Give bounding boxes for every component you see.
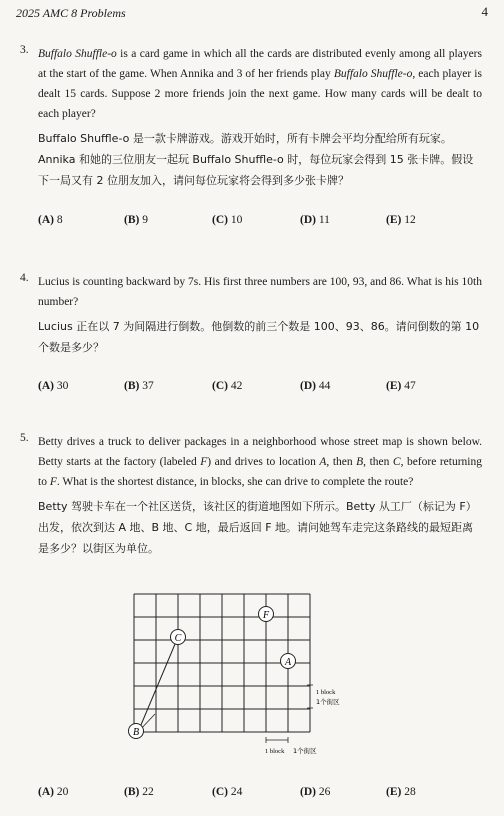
problem-number: 3. — [20, 44, 29, 56]
problem-text-chinese: Lucius 正在以 7 为间隔进行倒数。他倒数的前三个数是 100、93、86。请问倒数的第 10 个数是多少？ — [38, 320, 480, 354]
point-f — [259, 607, 274, 622]
horizontal-scale-label-cn: 1个街区 — [293, 747, 317, 755]
page-number: 4 — [481, 4, 488, 19]
choice-e[interactable]: (E) 12 — [386, 214, 416, 226]
problem-3 — [20, 44, 482, 191]
choice-b[interactable]: (B) 22 — [124, 786, 154, 798]
svg-text:F: F — [262, 610, 270, 621]
svg-text:C: C — [174, 633, 182, 644]
problem-text-english: Lucius is counting backward by 7s. His first three numbers are 100, 93, and 86. What is his 10th number? — [38, 276, 482, 308]
problem-number: 4. — [20, 272, 29, 284]
problem-5 — [20, 432, 482, 559]
choice-e[interactable]: (E) 28 — [386, 786, 416, 798]
choice-d[interactable]: (D) 26 — [300, 786, 331, 798]
choice-e[interactable]: (E) 47 — [386, 380, 416, 392]
problem-text-english: Buffalo Shuffle-o is a card game in which all the cards are distributed evenly among all players at the start of the game. When Annika and 3 of her friends play Buffalo Shuffle-o, each player is dealt 15 cards. Suppose 2 more friends join the next game. How many cards will be dealt to each player? — [38, 48, 482, 120]
choice-a[interactable]: (A) 8 — [38, 214, 63, 226]
street-map-figure — [118, 590, 368, 760]
svg-text:B: B — [132, 727, 140, 738]
svg-text:A: A — [284, 657, 292, 668]
choice-b[interactable]: (B) 9 — [124, 214, 148, 226]
choice-c[interactable]: (C) 24 — [212, 786, 243, 798]
choice-c[interactable]: (C) 42 — [212, 380, 243, 392]
vertical-scale — [307, 685, 340, 708]
page-header — [16, 6, 488, 24]
problem-number: 5. — [20, 432, 29, 444]
choice-a[interactable]: (A) 20 — [38, 786, 69, 798]
contest-title: 2025 AMC 8 Problems — [16, 6, 126, 20]
choice-b[interactable]: (B) 37 — [124, 380, 154, 392]
street-grid-svg — [118, 590, 368, 760]
problem-4 — [20, 272, 482, 358]
choice-a[interactable]: (A) 30 — [38, 380, 69, 392]
problem-text-english: Betty drives a truck to deliver packages in a neighborhood whose street map is shown below. Betty starts at the factory (labeled F) and drives to location A, then B, then C, before returning to F. What is the shortest distance, in blocks, she can drive to complete the route? — [38, 436, 482, 488]
problem-text-chinese: Buffalo Shuffle-o 是一款卡牌游戏。游戏开始时，所有卡牌会平均分配给所有玩家。Annika 和她的三位朋友一起玩 Buffalo Shuffle-o 时，每位玩家会得到 15 张卡牌。假设下一局又有 2 位朋友加入，请问每位玩家将会得到多少张卡牌？ — [38, 132, 474, 187]
vertical-scale-label-en: 1 block — [316, 689, 336, 696]
point-c — [171, 630, 186, 645]
route-segment-c-b — [138, 637, 178, 732]
problem-text-chinese: Betty 驾驶卡车在一个社区送货，该社区的街道地图如下所示。Betty 从工厂（标记为 F）出发，依次到达 A 地、B 地、C 地，最后返回 F 地。请问她驾车走完这条路线的最短距离是多少？以街区为单位。 — [38, 500, 477, 555]
horizontal-scale — [265, 737, 317, 755]
choice-c[interactable]: (C) 10 — [212, 214, 243, 226]
point-a — [281, 654, 296, 669]
choice-d[interactable]: (D) 11 — [300, 214, 330, 226]
choice-d[interactable]: (D) 44 — [300, 380, 331, 392]
point-b — [129, 724, 144, 739]
horizontal-scale-label-en: 1 block — [265, 748, 285, 755]
vertical-scale-label-cn: 1个街区 — [316, 698, 340, 706]
